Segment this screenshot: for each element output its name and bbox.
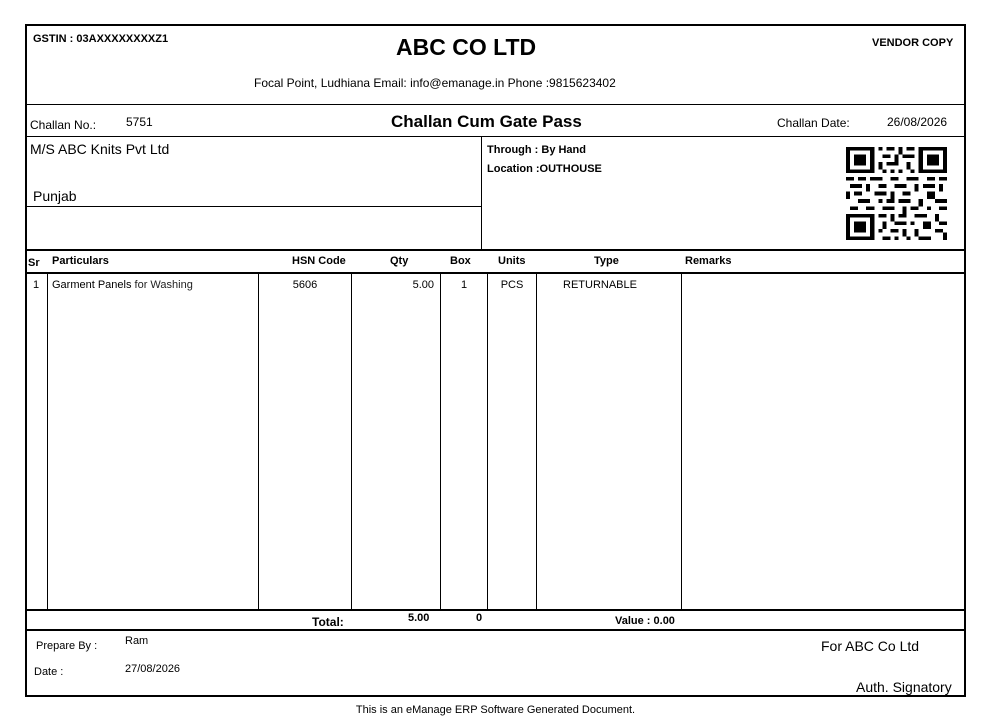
totals-bottom-border — [26, 629, 964, 631]
col-header-sr: Sr — [28, 257, 40, 269]
location-text: Location :OUTHOUSE — [487, 163, 602, 175]
party-name: M/S ABC Knits Pvt Ltd — [30, 141, 170, 157]
col-divider — [47, 273, 48, 609]
challan-date-value: 26/08/2026 — [887, 115, 948, 129]
col-divider — [351, 273, 352, 609]
prepared-by-value: Ram — [125, 635, 149, 647]
col-divider — [681, 273, 682, 609]
col-header-box: Box — [450, 255, 471, 267]
col-header-type: Type — [594, 255, 619, 267]
total-box: 0 — [476, 612, 483, 624]
for-company-text: For ABC Co Ltd — [821, 638, 920, 654]
generated-note: This is an eManage ERP Software Generated Document. — [355, 704, 636, 716]
col-divider — [487, 273, 488, 609]
challan-date-label: Challan Date: — [777, 116, 850, 130]
header-divider — [26, 104, 964, 105]
row-sr: 1 — [33, 279, 40, 291]
row-particulars — [52, 279, 193, 291]
table-header-top-border — [26, 249, 964, 251]
gstin-text: GSTIN : 03AXXXXXXXXZ1 — [33, 33, 169, 45]
party-section-divider — [481, 136, 482, 250]
party-address-divider — [26, 206, 482, 207]
col-divider — [258, 273, 259, 609]
through-text: Through : By Hand — [487, 144, 586, 156]
row-particular-detail: for Washing — [131, 279, 193, 291]
company-name: ABC CO LTD — [396, 34, 537, 60]
footer-date-value: 27/08/2026 — [125, 663, 181, 675]
challan-row-divider — [26, 136, 964, 137]
col-divider — [440, 273, 441, 609]
party-state: Punjab — [33, 188, 77, 204]
company-address: Focal Point, Ludhiana Email: info@emanage.in Phone :9815623402 — [254, 76, 616, 90]
document-title: Challan Cum Gate Pass — [391, 112, 582, 131]
row-type: RETURNABLE — [563, 279, 637, 291]
footer-date-label: Date : — [34, 666, 64, 678]
col-header-particulars: Particulars — [52, 255, 109, 267]
row-qty: 5.00 — [412, 279, 434, 291]
col-header-remarks: Remarks — [685, 255, 732, 267]
total-value: Value : 0.00 — [615, 615, 675, 627]
col-header-qty: Qty — [390, 255, 409, 267]
row-units: PCS — [500, 279, 524, 291]
row-particular-main: Garment Panels — [52, 279, 132, 291]
challan-no-value: 5751 — [126, 115, 153, 129]
col-divider — [536, 273, 537, 609]
col-header-units: Units — [498, 255, 526, 267]
col-header-hsn: HSN Code — [292, 255, 346, 267]
authorised-signatory: Auth. Signatory — [856, 679, 952, 695]
table-header-bottom-border — [26, 272, 964, 274]
row-hsn: 5606 — [292, 279, 318, 291]
totals-top-border — [26, 609, 964, 611]
total-label: Total: — [312, 615, 344, 629]
qr-code — [846, 147, 947, 240]
challan-no-label: Challan No.: — [30, 118, 97, 132]
prepared-by-label: Prepare By : — [36, 640, 98, 652]
row-box: 1 — [460, 279, 468, 291]
copy-label: VENDOR COPY — [872, 37, 954, 49]
total-qty: 5.00 — [408, 612, 430, 624]
